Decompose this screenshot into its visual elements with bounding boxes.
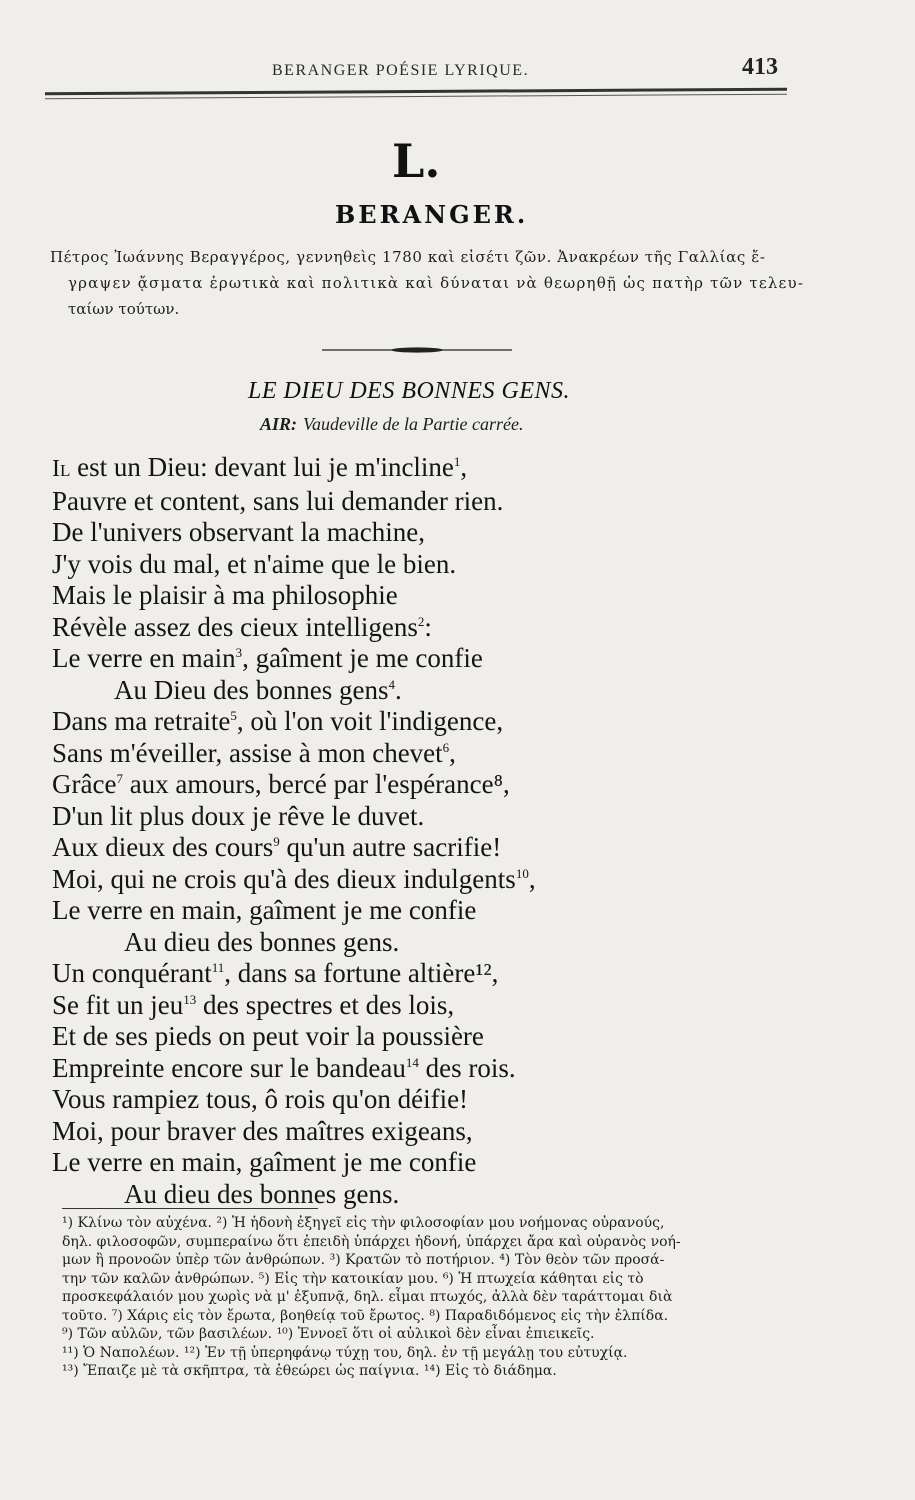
poem-line-tail: ,	[460, 452, 468, 482]
poem-line	[52, 1116, 792, 1148]
poem-line-text: De l'univers observant la machine,	[52, 517, 425, 547]
poem-line	[52, 927, 792, 959]
poem-line	[52, 895, 792, 927]
poem-line-text: Et de ses pieds on peut voir la poussière	[52, 1021, 484, 1051]
footnote-marker: 9	[273, 834, 280, 849]
section-number: L.	[392, 134, 441, 188]
poem-line	[52, 769, 792, 801]
poem-line-tail: ,	[528, 863, 536, 894]
poem-line	[52, 612, 792, 644]
footnote-marker: 13	[183, 991, 197, 1007]
air-text: Vaudeville de la Partie carrée.	[303, 414, 524, 434]
page-number: 413	[742, 54, 778, 80]
footnote-line: μων ἢ προνοῶν ὑπὲρ τῶν ἀνθρώπων. ³) Κρατῶν τὸ ποτήριον. ⁴) Τὸν θεὸν τῶν προσά-	[62, 1252, 665, 1268]
poem-line-text: Vous rampiez tous, ô rois qu'on déifie!	[52, 1084, 469, 1114]
poem-line-text: Dans ma retraite	[52, 706, 231, 736]
footnote-line: ¹) Κλίνω τὸν αὐχένα. ²) Ἡ ἡδονὴ ἐξηγεῖ εἰς τὴν φιλοσοφίαν μου νοήμονας οὐρανούς,	[62, 1215, 665, 1231]
footnote-line: δηλ. φιλοσοφῶν, συμπεραίνω ὅτι ἐπειδὴ ὑπάρχει ἡδονή, ὑπάρχει ἄρα καὶ οὐρανὸς νοή-	[62, 1233, 681, 1250]
poem-line-tail: aux amours, bercé par l'espérance⁸,	[122, 769, 510, 799]
poem-line	[52, 832, 792, 864]
poem-line	[52, 958, 792, 990]
poem-line-text: Révèle assez des cieux intelligens	[52, 611, 418, 642]
poem-line-text: Le verre en main	[52, 643, 236, 673]
poem-line	[52, 452, 792, 486]
poem-line	[52, 643, 792, 675]
poem-line-text: Se fit un jeu	[52, 989, 184, 1020]
poem-line-text: D'un lit plus doux je rêve le duvet.	[52, 800, 425, 831]
footnote-line: ¹¹) Ὁ Ναπολέων. ¹²) Ἐν τῇ ὑπερηφάνῳ τύχῃ του, δηλ. ἐν τῇ μεγάλῃ του εὐτυχίᾳ.	[62, 1344, 628, 1361]
poem-line	[52, 1084, 792, 1116]
poem-line	[52, 1147, 792, 1179]
poem-first-word: Il	[52, 456, 71, 482]
poem-line-text: Moi, qui ne crois qu'à des dieux indulgents	[52, 863, 516, 894]
poem-line-text: Le verre en main, gaîment je me confie	[52, 895, 477, 925]
bio-line: ταίων τούτων.	[68, 300, 180, 318]
poem-line-text: Le verre en main, gaîment je me confie	[52, 1147, 477, 1177]
footnote-line: ⁹) Τῶν αὐλῶν, τῶν βασιλέων. ¹⁰) Ἐννοεῖ ὅτι οἱ αὐλικοὶ δὲν εἶναι ἐπιεικεῖς.	[62, 1326, 595, 1342]
poem-line	[52, 801, 792, 833]
poem-title: LE DIEU DES BONNES GENS.	[248, 378, 570, 404]
poem-line-text: Aux dieux des cours	[52, 832, 274, 862]
poem-line-text: Mais le plaisir à ma philosophie	[52, 580, 398, 610]
poem-line-tail: des rois.	[418, 1052, 516, 1083]
poem-line-tail: qu'un autre sacrifie!	[279, 832, 502, 862]
footnotes	[62, 1214, 822, 1381]
footnote-marker: 3	[235, 645, 243, 660]
poem-line-text: Un conquérant	[52, 958, 212, 988]
poem-line-tail: , gaîment je me confie	[242, 643, 483, 673]
poem-body	[52, 452, 792, 1210]
footnote-line: την τῶν καλῶν ἀνθρώπων. ⁵) Εἰς τὴν κατοικίαν μου. ⁶) Ἡ πτωχεία κάθηται εἰς τὸ	[62, 1270, 644, 1287]
footnote-marker: 2	[417, 613, 425, 629]
poem-line-text: Au Dieu des bonnes gens	[114, 674, 389, 705]
footnote-rule	[62, 1208, 318, 1209]
footnote-marker: 10	[515, 865, 529, 881]
poem-line-text: Empreinte encore sur le bandeau	[52, 1052, 406, 1083]
footnote-marker: 1	[453, 454, 461, 469]
poem-line-text: Au dieu des bonnes gens.	[124, 926, 400, 957]
bio-line: Πέτρος Ἰωάννης Βεραγγέρος, γεννηθεὶς 1780 καὶ εἰσέτι ζῶν. Ἀνακρέων τῆς Γαλλίας ἔ-	[50, 248, 766, 266]
air-line	[260, 414, 523, 435]
footnote-marker: 7	[116, 771, 123, 786]
footnote-line: προσκεφάλαιόν μου χωρὶς νὰ μ' ἐξυπνᾷ, δηλ. εἶμαι πτωχός, ἀλλὰ δὲν ταράττομαι διὰ	[62, 1289, 673, 1305]
poem-line	[52, 738, 792, 770]
poem-line-text: Sans m'éveiller, assise à mon chevet	[52, 737, 443, 768]
poem-line	[52, 549, 792, 581]
poem-line	[52, 580, 792, 612]
poem-line-text: Grâce	[52, 769, 117, 799]
poem-line	[52, 1021, 792, 1053]
poem-line-tail: , où l'on voit l'indigence,	[236, 706, 504, 736]
poem-line	[52, 1053, 792, 1085]
poem-line-text: J'y vois du mal, et n'aime que le bien.	[52, 548, 457, 579]
author-biography	[50, 244, 805, 322]
running-title: BERANGER POÉSIE LYRIQUE.	[272, 62, 530, 79]
air-label: AIR:	[260, 414, 298, 434]
ornamental-divider	[322, 346, 512, 354]
footnote-line: ¹³) Ἔπαιζε μὲ τὰ σκῆπτρα, τὰ ἐθεώρει ὡς παίγνια. ¹⁴) Εἰς τὸ διάδημα.	[62, 1363, 557, 1379]
footnote-marker: 11	[211, 960, 225, 975]
footnote-marker: 14	[405, 1054, 419, 1070]
footnote-marker: 4	[388, 676, 395, 692]
footnote-line: τοῦτο. ⁷) Χάρις εἰς τὸν ἔρωτα, βοηθείᾳ τοῦ ἔρωτος. ⁸) Παραδιδόμενος εἰς τὴν ἐλπίδα.	[62, 1307, 669, 1324]
poem-line-tail: ,	[449, 737, 456, 768]
poem-line-tail: des spectres et des lois,	[196, 989, 455, 1020]
poem-line-text: est un Dieu: devant lui je m'incline	[70, 452, 454, 482]
poem-line	[52, 517, 792, 549]
poem-line-tail: :	[424, 611, 432, 642]
poem-line-text: Au dieu des bonnes gens.	[124, 1178, 400, 1209]
poem-line	[52, 486, 792, 518]
author-heading: BERANGER.	[335, 200, 529, 229]
bio-line: γραψεν ᾄσματα ἐρωτικὰ καὶ πολιτικὰ καὶ δύναται νὰ θεωρηθῇ ὡς πατὴρ τῶν τελευ-	[68, 274, 805, 292]
footnote-marker: 6	[442, 739, 450, 755]
poem-line-tail: , dans sa fortune altière¹²,	[224, 958, 499, 988]
poem-line	[52, 864, 792, 896]
poem-line-tail: .	[394, 674, 402, 705]
poem-line	[52, 990, 792, 1022]
poem-line-text: Moi, pour braver des maîtres exigeans,	[52, 1115, 473, 1146]
poem-line	[52, 675, 792, 707]
poem-line	[52, 706, 792, 738]
poem-line	[52, 1179, 792, 1211]
footnote-marker: 5	[230, 708, 237, 723]
poem-line-text: Pauvre et content, sans lui demander rien.	[52, 485, 504, 516]
